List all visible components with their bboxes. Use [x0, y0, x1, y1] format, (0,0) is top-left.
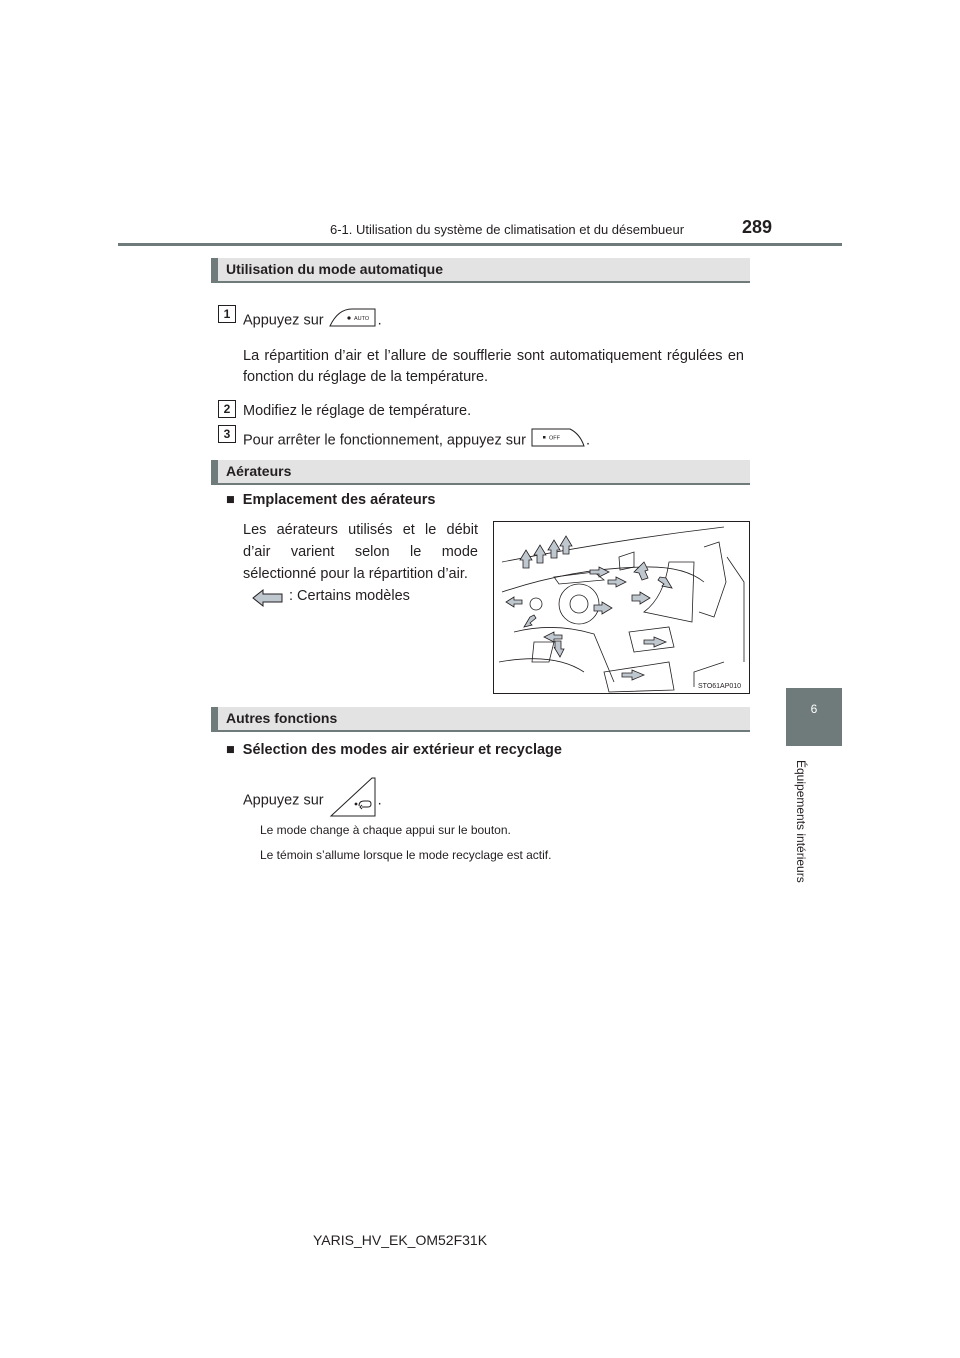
note-indicator: Le témoin s’allume lorsque le mode recyclage est actif. — [260, 848, 552, 862]
subheading-other-text: Sélection des modes air extérieur et recyclage — [242, 742, 562, 758]
auto-button-label: AUTO — [353, 316, 369, 322]
section-title-other: Autres fonctions — [226, 710, 338, 726]
vents-illustration — [493, 521, 750, 694]
illustration-code: STO61AP010 — [698, 683, 742, 690]
step-1-note: La répartition d’air et l’allure de soufflerie sont automatiquement régulées en fonction du réglage de la température. — [243, 348, 744, 385]
step-3-text: Pour arrêter le fonctionnement, appuyez sur — [243, 432, 526, 449]
vents-description: Les aérateurs utilisés et le débit d’air varient selon le mode sélectionné pour la répartition d’air. — [243, 522, 478, 582]
step-badge-2: 2 — [218, 400, 236, 418]
section-header-other — [211, 707, 750, 732]
page-number: 289 — [742, 217, 773, 237]
step-3-after: . — [585, 432, 590, 449]
chapter-tab — [786, 688, 842, 746]
auto-button-icon — [328, 306, 378, 335]
step-2: Modifiez le réglage de température. — [243, 403, 472, 419]
header-rule — [118, 243, 842, 246]
press-recirculation-after: . — [377, 792, 382, 809]
header-title: 6-1. Utilisation du système de climatisation et du désembueur — [330, 222, 685, 237]
subheading-other — [226, 740, 562, 761]
step-badge-1: 1 — [218, 305, 236, 323]
step-1 — [243, 306, 382, 335]
chapter-name: Équipements intérieurs — [794, 760, 808, 883]
section-title-auto: Utilisation du mode automatique — [226, 261, 444, 277]
subheading-marker: ■ — [226, 742, 235, 758]
press-recirculation-text: Appuyez sur — [243, 792, 324, 809]
subheading-marker: ■ — [226, 492, 235, 508]
subheading-vents-text: Emplacement des aérateurs — [242, 492, 436, 508]
footer-code: YARIS_HV_EK_OM52F31K — [313, 1232, 488, 1248]
step-badge-3: 3 — [218, 425, 236, 443]
step-1-after: . — [377, 312, 382, 329]
section-header-vents — [211, 460, 750, 485]
press-recirculation — [243, 775, 382, 826]
vent-arrow-icon — [252, 588, 284, 613]
chapter-number: 6 — [810, 702, 818, 716]
legend-text: : Certains modèles — [289, 588, 410, 604]
off-button-icon — [530, 426, 586, 455]
section-title-vents: Aérateurs — [226, 463, 292, 479]
step-3 — [243, 426, 590, 455]
subheading-vents — [226, 490, 435, 511]
note-mode-change: Le mode change à chaque appui sur le bouton. — [260, 823, 511, 837]
off-button-label: OFF — [548, 435, 560, 442]
step-1-text: Appuyez sur — [243, 312, 324, 329]
recirculation-button-icon — [328, 775, 378, 826]
section-header-auto — [211, 258, 750, 283]
